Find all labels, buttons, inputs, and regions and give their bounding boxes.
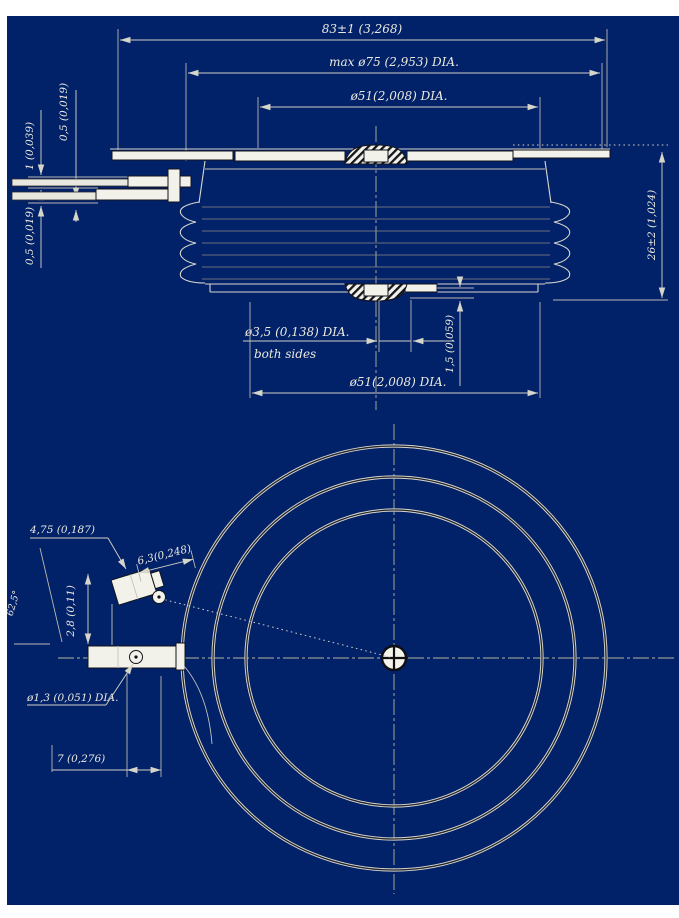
dim-pole-dia-bottom-label: ø51(2,008) DIA. [349, 375, 447, 389]
dim-center-hole-label: ø3,5 (0,138) DIA. [245, 325, 350, 339]
dim-gate-angle-label: 62,5° [4, 589, 23, 618]
dim-step-bottom-label: 0,5 (0,019) [24, 206, 36, 266]
dim-height-label: 26±2 (1,024) [646, 189, 658, 261]
dim-ceramic-dia-label: max ø75 (2,953) DIA. [329, 55, 459, 69]
dim-flange-thickness-label: 1 (0,039) [24, 121, 36, 171]
dim-pole-dia-top-label: ø51(2,008) DIA. [350, 89, 448, 103]
center-hole-note: both sides [254, 347, 317, 361]
dim-terminal-gap-label: 2,8 (0,11) [65, 585, 77, 637]
dim-step-top-label: 0,5 (0,019) [58, 82, 70, 142]
dim-gate-tab-width-label: 6,3(0,248) [136, 542, 193, 568]
dim-lead-dia-label: ø1,3 (0,051) DIA. [27, 692, 119, 704]
dim-gate-tab-offset-label: 4,75 (0,187) [30, 524, 95, 536]
dim-pole-step-label: 1,5 (0,059) [444, 314, 456, 374]
gate-terminal-horizontal [88, 643, 185, 670]
dim-lead-offset-label: 7 (0,276) [57, 753, 106, 765]
dim-overall-width-label: 83±1 (3,268) [321, 22, 403, 36]
center-mark-icon [381, 645, 407, 671]
